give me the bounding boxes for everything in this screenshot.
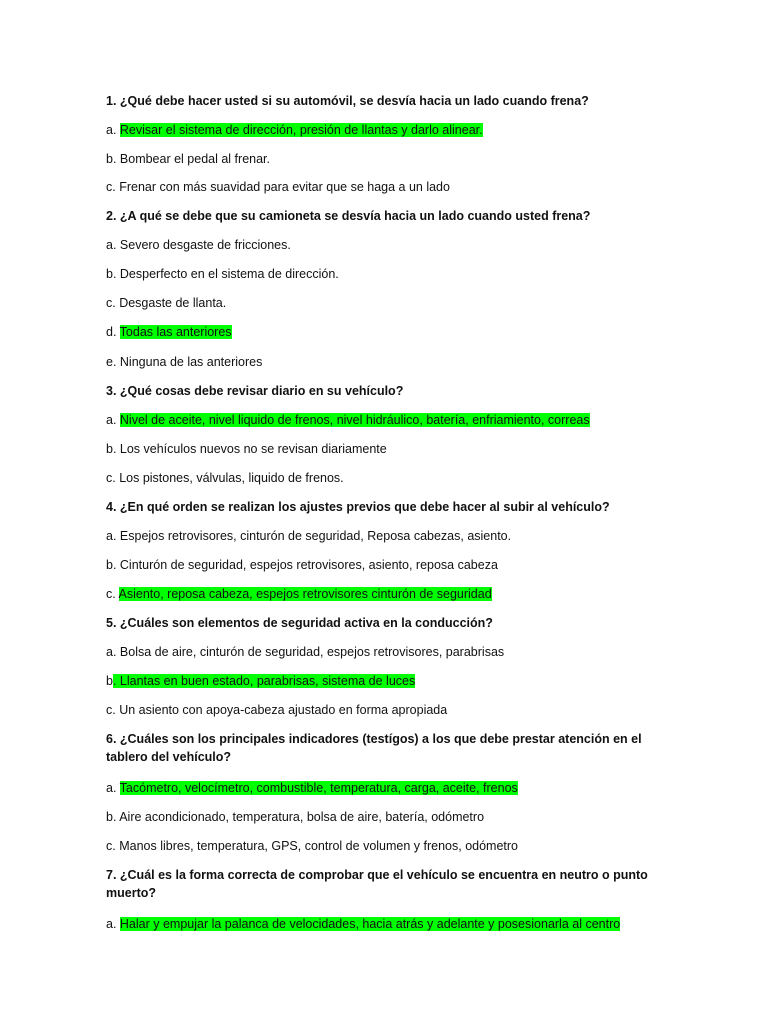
highlighted-answer: . Llantas en buen estado, parabrisas, sistema de luces	[112, 674, 416, 688]
option-prefix: a.	[106, 645, 120, 659]
option-text: Desgaste de llanta.	[119, 296, 227, 310]
highlighted-answer: Todas las anteriores	[119, 325, 232, 339]
option-prefix: a.	[106, 917, 120, 931]
option-text: Severo desgaste de fricciones.	[119, 238, 291, 252]
option-text: Frenar con más suavidad para evitar que se haga a un lado	[119, 180, 450, 194]
option-prefix: b.	[106, 267, 120, 281]
option-text: Manos libres, temperatura, GPS, control de volumen y frenos, odómetro	[119, 839, 519, 853]
highlighted-answer: Tacómetro, velocímetro, combustible, temperatura, carga, aceite, frenos	[119, 781, 518, 795]
question-6: 6. ¿Cuáles son los principales indicadores (testígos) a los que debe prestar atención en el tablero del vehículo?	[106, 732, 642, 764]
question-7-option-a	[106, 915, 666, 933]
option-text: Ninguna de las anteriores	[119, 355, 263, 369]
question-2: 2. ¿A qué se debe que su camioneta se desvía hacia un lado cuando usted frena?	[106, 209, 591, 223]
option-prefix: a.	[106, 529, 120, 543]
option-text: Bolsa de aire, cinturón de seguridad, espejos retrovisores, parabrisas	[119, 645, 505, 659]
option-prefix: c.	[106, 587, 119, 601]
option-text: Un asiento con apoya-cabeza ajustado en forma apropiada	[119, 703, 448, 717]
question-3: 3. ¿Qué cosas debe revisar diario en su vehículo?	[106, 384, 404, 398]
highlighted-answer: Halar y empujar la palanca de velocidades, hacia atrás y adelante y posesionarla al centro	[119, 917, 621, 931]
option-prefix: b.	[106, 558, 120, 572]
option-text: Desperfecto en el sistema de dirección.	[119, 267, 339, 281]
option-text: Los pistones, válvulas, liquido de frenos.	[119, 471, 344, 485]
question-1-option-a	[106, 121, 666, 139]
option-prefix: a.	[106, 781, 120, 795]
question-6-option-a	[106, 779, 666, 797]
question-3-option-c	[106, 469, 666, 487]
question-2-option-b	[106, 265, 666, 283]
option-prefix: a.	[106, 238, 120, 252]
question-6-option-b	[106, 808, 666, 826]
question-2-option-a	[106, 236, 666, 254]
option-text: Espejos retrovisores, cinturón de seguridad, Reposa cabezas, asiento.	[119, 529, 512, 543]
highlighted-answer: Nivel de aceite, nivel liquido de frenos, nivel hidráulico, batería, enfriamiento, correas	[119, 413, 590, 427]
question-4: 4. ¿En qué orden se realizan los ajustes previos que debe hacer al subir al vehículo?	[106, 500, 610, 514]
option-prefix: c.	[106, 296, 120, 310]
question-1-option-b	[106, 150, 666, 168]
question-2-option-d	[106, 323, 666, 341]
option-text: Aire acondicionado, temperatura, bolsa de aire, batería, odómetro	[119, 810, 485, 824]
question-6-option-c	[106, 837, 666, 855]
option-prefix: a.	[106, 123, 120, 137]
option-prefix: c.	[106, 471, 120, 485]
question-5: 5. ¿Cuáles son elementos de seguridad activa en la conducción?	[106, 616, 493, 630]
option-prefix: b	[106, 674, 113, 688]
option-prefix: b.	[106, 152, 120, 166]
question-1: 1. ¿Qué debe hacer usted si su automóvil, se desvía hacia un lado cuando frena?	[106, 94, 589, 108]
question-4-option-c	[106, 585, 666, 603]
question-5-option-c	[106, 701, 666, 719]
question-2-option-e	[106, 353, 666, 371]
question-4-option-a	[106, 527, 666, 545]
option-prefix: a.	[106, 413, 120, 427]
option-prefix: c.	[106, 703, 120, 717]
question-3-option-b	[106, 440, 666, 458]
option-prefix: c.	[106, 180, 120, 194]
question-5-option-b	[106, 672, 666, 690]
option-text: Los vehículos nuevos no se revisan diariamente	[119, 442, 387, 456]
question-3-option-a	[106, 411, 666, 429]
option-prefix: b.	[106, 442, 120, 456]
question-4-option-b	[106, 556, 666, 574]
question-7: 7. ¿Cuál es la forma correcta de comprobar que el vehículo se encuentra en neutro o punto muerto?	[106, 868, 648, 900]
option-prefix: d.	[106, 325, 120, 339]
highlighted-answer: Revisar el sistema de dirección, presión de llantas y darlo alinear.	[119, 123, 483, 137]
option-prefix: c.	[106, 839, 120, 853]
option-prefix: b.	[106, 810, 120, 824]
option-text: Bombear el pedal al frenar.	[119, 152, 270, 166]
question-2-option-c	[106, 294, 666, 312]
question-5-option-a	[106, 643, 666, 661]
option-prefix: e.	[106, 355, 120, 369]
highlighted-answer: Asiento, reposa cabeza, espejos retrovisores cinturón de seguridad	[118, 587, 492, 601]
question-1-option-c	[106, 178, 666, 196]
option-text: Cinturón de seguridad, espejos retrovisores, asiento, reposa cabeza	[119, 558, 498, 572]
